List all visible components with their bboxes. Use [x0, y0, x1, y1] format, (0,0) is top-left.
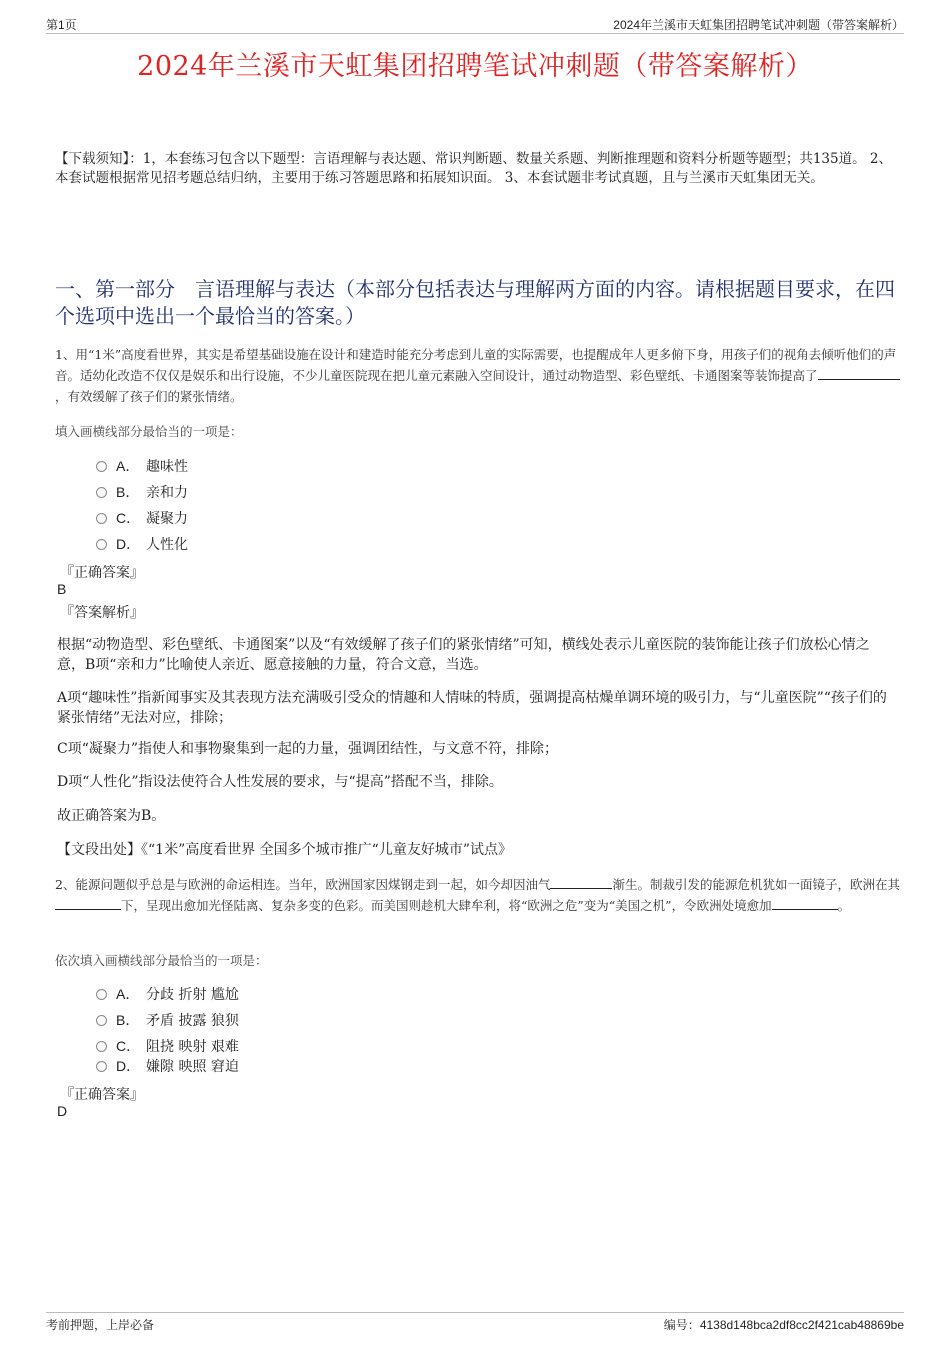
correct-answer-value: D: [57, 1103, 68, 1119]
question-1-option-a[interactable]: [96, 455, 188, 477]
question-1-stem: [55, 344, 900, 407]
option-letter: C．: [116, 1038, 141, 1054]
question-1-instruction: 填入画横线部分最恰当的一项是：: [55, 424, 243, 439]
option-letter: D．: [116, 1058, 141, 1074]
radio-icon[interactable]: [96, 539, 107, 550]
option-text: 矛盾 披露 狼狈: [146, 1013, 239, 1029]
radio-icon[interactable]: [96, 1061, 107, 1072]
correct-answer-label: 『正确答案』: [60, 565, 144, 581]
option-text: 凝聚力: [146, 511, 188, 527]
analysis-conclusion: 故正确答案为B。: [57, 808, 166, 824]
download-notice: 【下载须知】：1，本套练习包含以下题型：言语理解与表达题、常识判断题、数量关系题、判断推理题和资料分析题等题型；共135道。 2、本套试题根据常见招考题总结归纳，主要用于练习答题思路和拓展知识面。 3、本套试题非考试真题，且与兰溪市天虹集团无关。: [55, 151, 892, 186]
option-text: 人性化: [146, 537, 188, 553]
option-letter: A．: [116, 986, 140, 1002]
option-letter: B．: [116, 484, 140, 500]
page-number: 第1页: [46, 18, 77, 32]
footer-slogan: 考前押题，上岸必备: [46, 1318, 155, 1332]
footer-divider: [46, 1312, 904, 1313]
footer-code: [664, 1316, 904, 1333]
question-1-text-a: 1、用“1米”高度看世界，其实是希望基础设施在设计和建造时能充分考虑到儿童的实际需要，也提醒成年人更多俯下身，用孩子们的视角去倾听他们的声音。适幼化改造不仅仅是娱乐和出行设施，不少儿童医院现在把儿童元素融入空间设计，通过动物造型、彩色壁纸、卡通图案等装饰提高了: [55, 347, 897, 383]
question-2-text-d: 。: [837, 898, 851, 913]
option-letter: B．: [116, 1012, 140, 1028]
question-2-option-b[interactable]: [96, 1009, 239, 1031]
analysis-label: 『答案解析』: [60, 605, 144, 621]
option-text: 趣味性: [146, 459, 188, 475]
question-2-option-c[interactable]: [96, 1035, 239, 1057]
option-text: 阻挠 映射 艰难: [146, 1039, 239, 1055]
option-text: 嫌隙 映照 窘迫: [146, 1059, 239, 1075]
section-heading: 一、第一部分 言语理解与表达（本部分包括表达与理解两方面的内容。请根据题目要求，在四个选项中选出一个最恰当的答案。）: [55, 277, 895, 328]
question-2-option-a[interactable]: [96, 983, 239, 1005]
running-header-title: 2024年兰溪市天虹集团招聘笔试冲刺题（带答案解析）: [613, 18, 904, 32]
option-letter: D．: [116, 536, 141, 552]
correct-answer-label: 『正确答案』: [60, 1087, 144, 1103]
analysis-paragraph: A项“趣味性”指新闻事实及其表现方法充满吸引受众的情趣和人情味的特质，强调提高枯燥单调环境的吸引力，与“儿童医院”“孩子们的紧张情绪”无法对应，排除；: [57, 690, 887, 726]
radio-icon[interactable]: [96, 487, 107, 498]
analysis-paragraph: D项“人性化”指设法使符合人性发展的要求，与“提高”搭配不当，排除。: [57, 774, 503, 790]
footer-code-label: 编号：: [663, 1318, 700, 1332]
analysis-paragraph: 根据“动物造型、彩色壁纸、卡通图案”以及“有效缓解了孩子们的紧张情绪”可知，横线处表示儿童医院的装饰能让孩子们放松心情之意，B项“亲和力”比喻使人亲近、愿意接触的力量，符合文意，当选。: [57, 637, 870, 673]
question-1-text-b: ，有效缓解了孩子们的紧张情绪。: [55, 389, 243, 404]
radio-icon[interactable]: [96, 461, 107, 472]
radio-icon[interactable]: [96, 1041, 107, 1052]
question-2-option-d[interactable]: [96, 1055, 239, 1077]
radio-icon[interactable]: [96, 1015, 107, 1026]
option-text: 分歧 折射 尴尬: [146, 987, 239, 1003]
analysis-paragraph: C项“凝聚力”指使人和事物聚集到一起的力量，强调团结性，与文意不符，排除；: [57, 741, 559, 757]
option-text: 亲和力: [146, 485, 188, 501]
answer-blank: [818, 367, 900, 380]
question-1-option-d[interactable]: [96, 533, 188, 555]
answer-blank: [550, 876, 612, 889]
footer-code-value: 4138d148bca2df8cc2f421cab48869be: [699, 1318, 904, 1332]
source-citation: 【文段出处】《“1米”高度看世界 全国多个城市推广“儿童友好城市”试点》: [57, 842, 512, 858]
header-divider: [46, 33, 904, 34]
correct-answer-value: B: [57, 581, 67, 597]
radio-icon[interactable]: [96, 513, 107, 524]
question-2-stem: [55, 874, 900, 916]
question-2-instruction: 依次填入画横线部分最恰当的一项是：: [55, 953, 268, 968]
question-2-text-c: 下，呈现出愈加光怪陆离、复杂多变的色彩。而美国则趁机大肆牟利，将“欧洲之危”变为“美国之机”，令欧洲处境愈加: [121, 898, 772, 913]
answer-blank: [772, 897, 838, 910]
document-title: 2024年兰溪市天虹集团招聘笔试冲刺题（带答案解析）: [137, 51, 813, 82]
option-letter: C．: [116, 510, 141, 526]
answer-blank: [55, 897, 121, 910]
question-2-text-a: 2、能源问题似乎总是与欧洲的命运相连。当年，欧洲国家因煤钢走到一起，如今却因油气: [55, 877, 551, 892]
question-2-text-b: 渐生。制裁引发的能源危机犹如一面镜子，欧洲在其: [612, 877, 900, 892]
radio-icon[interactable]: [96, 989, 107, 1000]
option-letter: A．: [116, 458, 140, 474]
question-1-option-c[interactable]: [96, 507, 188, 529]
question-1-option-b[interactable]: [96, 481, 188, 503]
